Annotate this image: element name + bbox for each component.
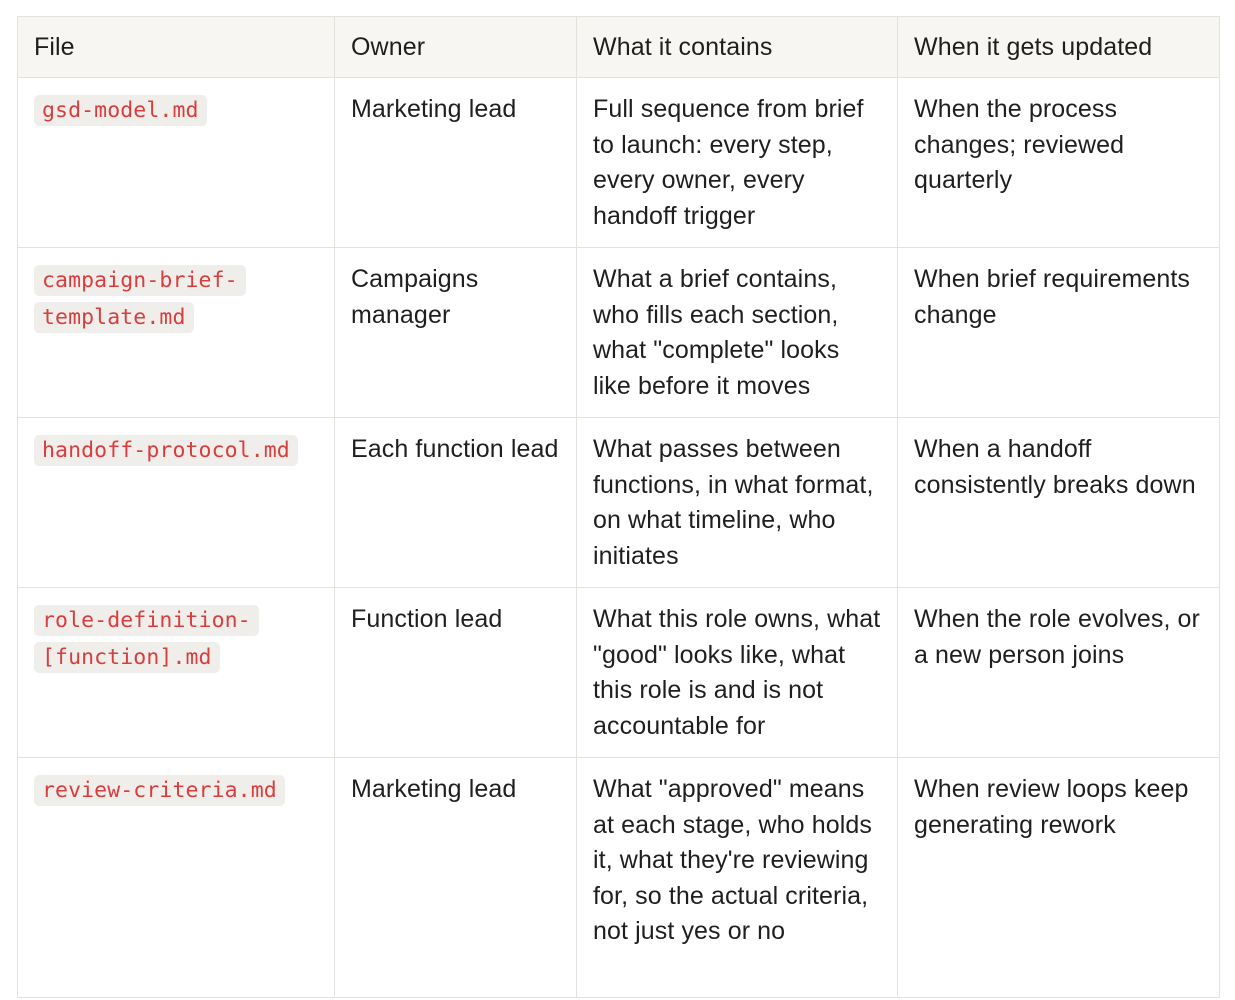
file-name-code	[34, 605, 259, 673]
updated-cell: When the process changes; reviewed quarterly	[898, 78, 1220, 248]
file-name-part: template.md	[42, 304, 186, 330]
owner-cell: Each function lead	[335, 418, 577, 588]
table-header-row	[18, 17, 1220, 78]
updated-cell: When a handoff consistently breaks down	[898, 418, 1220, 588]
file-name-part: role-definition-	[42, 608, 251, 633]
file-cell	[18, 78, 335, 248]
table-row	[18, 588, 1220, 758]
owner-cell: Function lead	[335, 588, 577, 758]
file-name-code: handoff-protocol.md	[34, 435, 298, 466]
file-cell	[18, 248, 335, 418]
file-name-code: review-criteria.md	[34, 775, 285, 806]
file-cell	[18, 418, 335, 588]
contains-cell: What this role owns, what "good" looks like, what this role is and is not accountable for	[577, 588, 898, 758]
owner-cell: Marketing lead	[335, 758, 577, 998]
files-table	[17, 16, 1220, 998]
owner-cell: Marketing lead	[335, 78, 577, 248]
file-name-code	[34, 265, 246, 333]
table-row	[18, 248, 1220, 418]
file-name-part: campaign-brief-	[42, 268, 238, 293]
contains-cell: What "approved" means at each stage, who holds it, what they're reviewing for, so the actual criteria, not just yes or no	[577, 758, 898, 998]
table-row	[18, 78, 1220, 248]
file-name-part: [function].md	[42, 644, 212, 670]
contains-cell: What a brief contains, who fills each section, what "complete" looks like before it moves	[577, 248, 898, 418]
file-cell	[18, 588, 335, 758]
files-table-container	[17, 16, 1219, 998]
updated-cell: When the role evolves, or a new person joins	[898, 588, 1220, 758]
header-file: File	[18, 17, 335, 78]
table-row	[18, 418, 1220, 588]
contains-cell: Full sequence from brief to launch: every step, every owner, every handoff trigger	[577, 78, 898, 248]
owner-cell: Campaigns manager	[335, 248, 577, 418]
file-name-code: gsd-model.md	[34, 95, 207, 126]
updated-cell: When brief requirements change	[898, 248, 1220, 418]
file-cell	[18, 758, 335, 998]
updated-cell: When review loops keep generating rework	[898, 758, 1220, 998]
table-row	[18, 758, 1220, 998]
header-contains: What it contains	[577, 17, 898, 78]
header-owner: Owner	[335, 17, 577, 78]
header-updated: When it gets updated	[898, 17, 1220, 78]
contains-cell: What passes between functions, in what format, on what timeline, who initiates	[577, 418, 898, 588]
